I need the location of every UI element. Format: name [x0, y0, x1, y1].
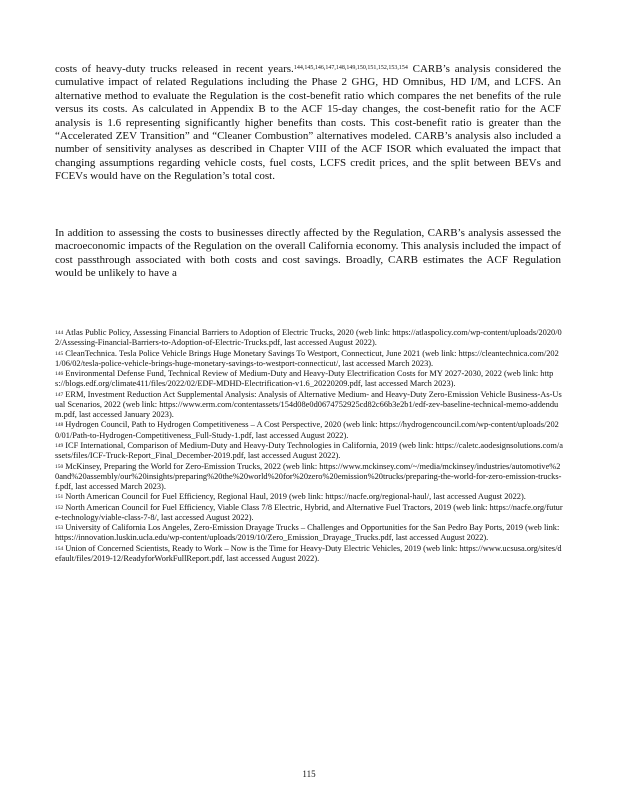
footnote-149 [55, 441, 563, 461]
footnote-146 [55, 369, 563, 389]
paragraph-1-text: CARB’s analysis considered the cumulative impact of related Regulations including the Phase 2 GHG, HD Omnibus, HD I/M, and LCFS. An alternative method to evaluate the Regulation is the cost-benefit ratio which compares the net benefits of the rule versus its costs. As calculated in Appendix B to the ACF 15-day changes, the cost-benefit ratio for the ACF analysis is 1.6 representing significantly higher benefits than costs. This cost-benefit ratio is greater than the “Accelerated ZEV Transition” and “Cleaner Combustion” alternatives modeled. CARB’s analysis also included a number of sensitivity analyses as described in Chapter VIII of the ACF ISOR which evaluated the impact that changing assumptions regarding vehicle costs, fuel costs, LCFS credit prices, and the split between BEVs and FCEVs would have on the Regulation’s total cost. [55, 63, 561, 183]
footnote-151 [55, 492, 563, 502]
footnote-text[interactable]: Environmental Defense Fund, Technical Review of Medium-Duty and Heavy-Duty Electrification Costs for MY 2027-2030, 2022 (web link: https://blogs.edf.org/climate411/files/2022/02/EDF-MDHD-Electrification-v1.6_20220209.pdf, last accessed March 2023). [55, 369, 554, 389]
footnote-text[interactable]: North American Council for Fuel Efficiency, Regional Haul, 2019 (web link: https://nacfe.org/regional-haul/, last accessed August 2022). [65, 492, 526, 502]
footnote-number: 154 [55, 545, 64, 552]
body-paragraph-1 [55, 63, 561, 184]
paragraph-1-lead: costs of heavy-duty trucks released in recent years. [55, 63, 294, 75]
footnote-text[interactable]: University of California Los Angeles, Zero-Emission Drayage Trucks – Challenges and Opportunities for the San Pedro Bay Ports, 2019 (web link: https://innovation.luskin.ucla.edu/wp-content/uploads/2019/10/Zero_Emission_Drayage_Trucks.pdf, last accessed August 2022). [55, 523, 560, 543]
footnote-147 [55, 390, 563, 420]
footnote-number: 152 [55, 504, 64, 511]
footnote-text[interactable]: CleanTechnica. Tesla Police Vehicle Brings Huge Monetary Savings To Westport, Connecticut, June 2021 (web link: https://cleantechnica.com/2021/06/02/tesla-police-vehicle-brings-huge-monetary-savings-to-westport-connecticut/, last accessed March 2023). [55, 348, 559, 368]
footnote-text[interactable]: ERM, Investment Reduction Act Supplemental Analysis: Analysis of Alternative Medium- and Heavy-Duty Zero-Emission Vehicle Business-As-Usual Scenarios, 2022 (web link: https://www.erm.com/contentassets/154d08e0d0674752925cd82c66b3e2b1/edf-zev-baseline-technical-memo-addendum.pdf, last accessed January 2023). [55, 389, 562, 419]
footnote-number: 149 [55, 442, 64, 449]
footnote-number: 148 [55, 422, 64, 429]
footnotes-list [55, 328, 563, 564]
footnote-number: 144 [55, 330, 64, 336]
footnote-153 [55, 523, 563, 543]
footnote-number: 151 [55, 494, 64, 501]
footnote-text[interactable]: Hydrogen Council, Path to Hydrogen Competitiveness – A Cost Perspective, 2020 (web link: https://hydrogencouncil.com/wp-content/uploads/2020/01/Path-to-Hydrogen-Competitiveness_Full-Study-1.pdf, last accessed August 2022). [55, 420, 559, 440]
footnote-number: 147 [55, 391, 64, 398]
footnote-148 [55, 420, 563, 440]
footnote-text[interactable]: Atlas Public Policy, Assessing Financial Barriers to Adoption of Electric Trucks, 2020 (web link: https://atlaspolicy.com/wp-content/uploads/2020/02/Assessing-Financial-Barriers-to-Adoption-of-Electric-Trucks.pdf, last accessed August 2022). [55, 328, 562, 348]
footnote-text[interactable]: ICF International, Comparison of Medium-Duty and Heavy-Duty Technologies in California, 2019 (web link: https://caletc.aodesignsolutions.com/assets/files/ICF-Truck-Report_Final_December-2019.pdf, last accessed August 2022). [55, 440, 563, 461]
page-number: 115 [302, 769, 316, 779]
footnote-145 [55, 349, 563, 369]
footnote-number: 150 [55, 463, 64, 470]
footnote-154 [55, 544, 563, 564]
footnote-text[interactable]: Union of Concerned Scientists, Ready to Work – Now is the Time for Heavy-Duty Electric Vehicles, 2019 (web link: https://www.ucsusa.org/sites/default/files/2019-12/ReadyforWorkFullReport.pdf, last accessed August 2022). [55, 543, 562, 563]
footnote-text[interactable]: North American Council for Fuel Efficiency, Viable Class 7/8 Electric, Hybrid, and Alternative Fuel Tractors, 2019 (web link: https://nacfe.org/future-technology/viable-class-7-8/, last accessed August 2022). [55, 502, 563, 522]
footnote-number: 146 [55, 371, 64, 378]
footnote-144 [55, 328, 563, 348]
footnote-number: 145 [55, 350, 64, 357]
footnote-152 [55, 503, 563, 523]
footnote-150 [55, 462, 563, 492]
footnote-references[interactable]: 144,145,146,147,148,149,150,151,152,153,154 [293, 65, 408, 71]
footnote-number: 153 [55, 525, 64, 532]
body-paragraph-2: In addition to assessing the costs to businesses directly affected by the Regulation, CARB’s analysis assessed the macroeconomic impacts of the Regulation on the overall California economy. This analysis included the impact of cost passthrough associated with both costs and cost savings. Broadly, CARB estimates the ACF Regulation would be unlikely to have a [55, 227, 561, 280]
footnote-text[interactable]: McKinsey, Preparing the World for Zero-Emission Trucks, 2022 (web link: https://www.mckinsey.com/~/media/mckinsey/industries/automotive%20and%20assembly/our%20insights/preparing%20the%20world%20for%20zero%20emission%20trucks/preparing-the-world-for-zero-emission-trucks-f.pdf, last accessed March 2023). [55, 461, 562, 491]
